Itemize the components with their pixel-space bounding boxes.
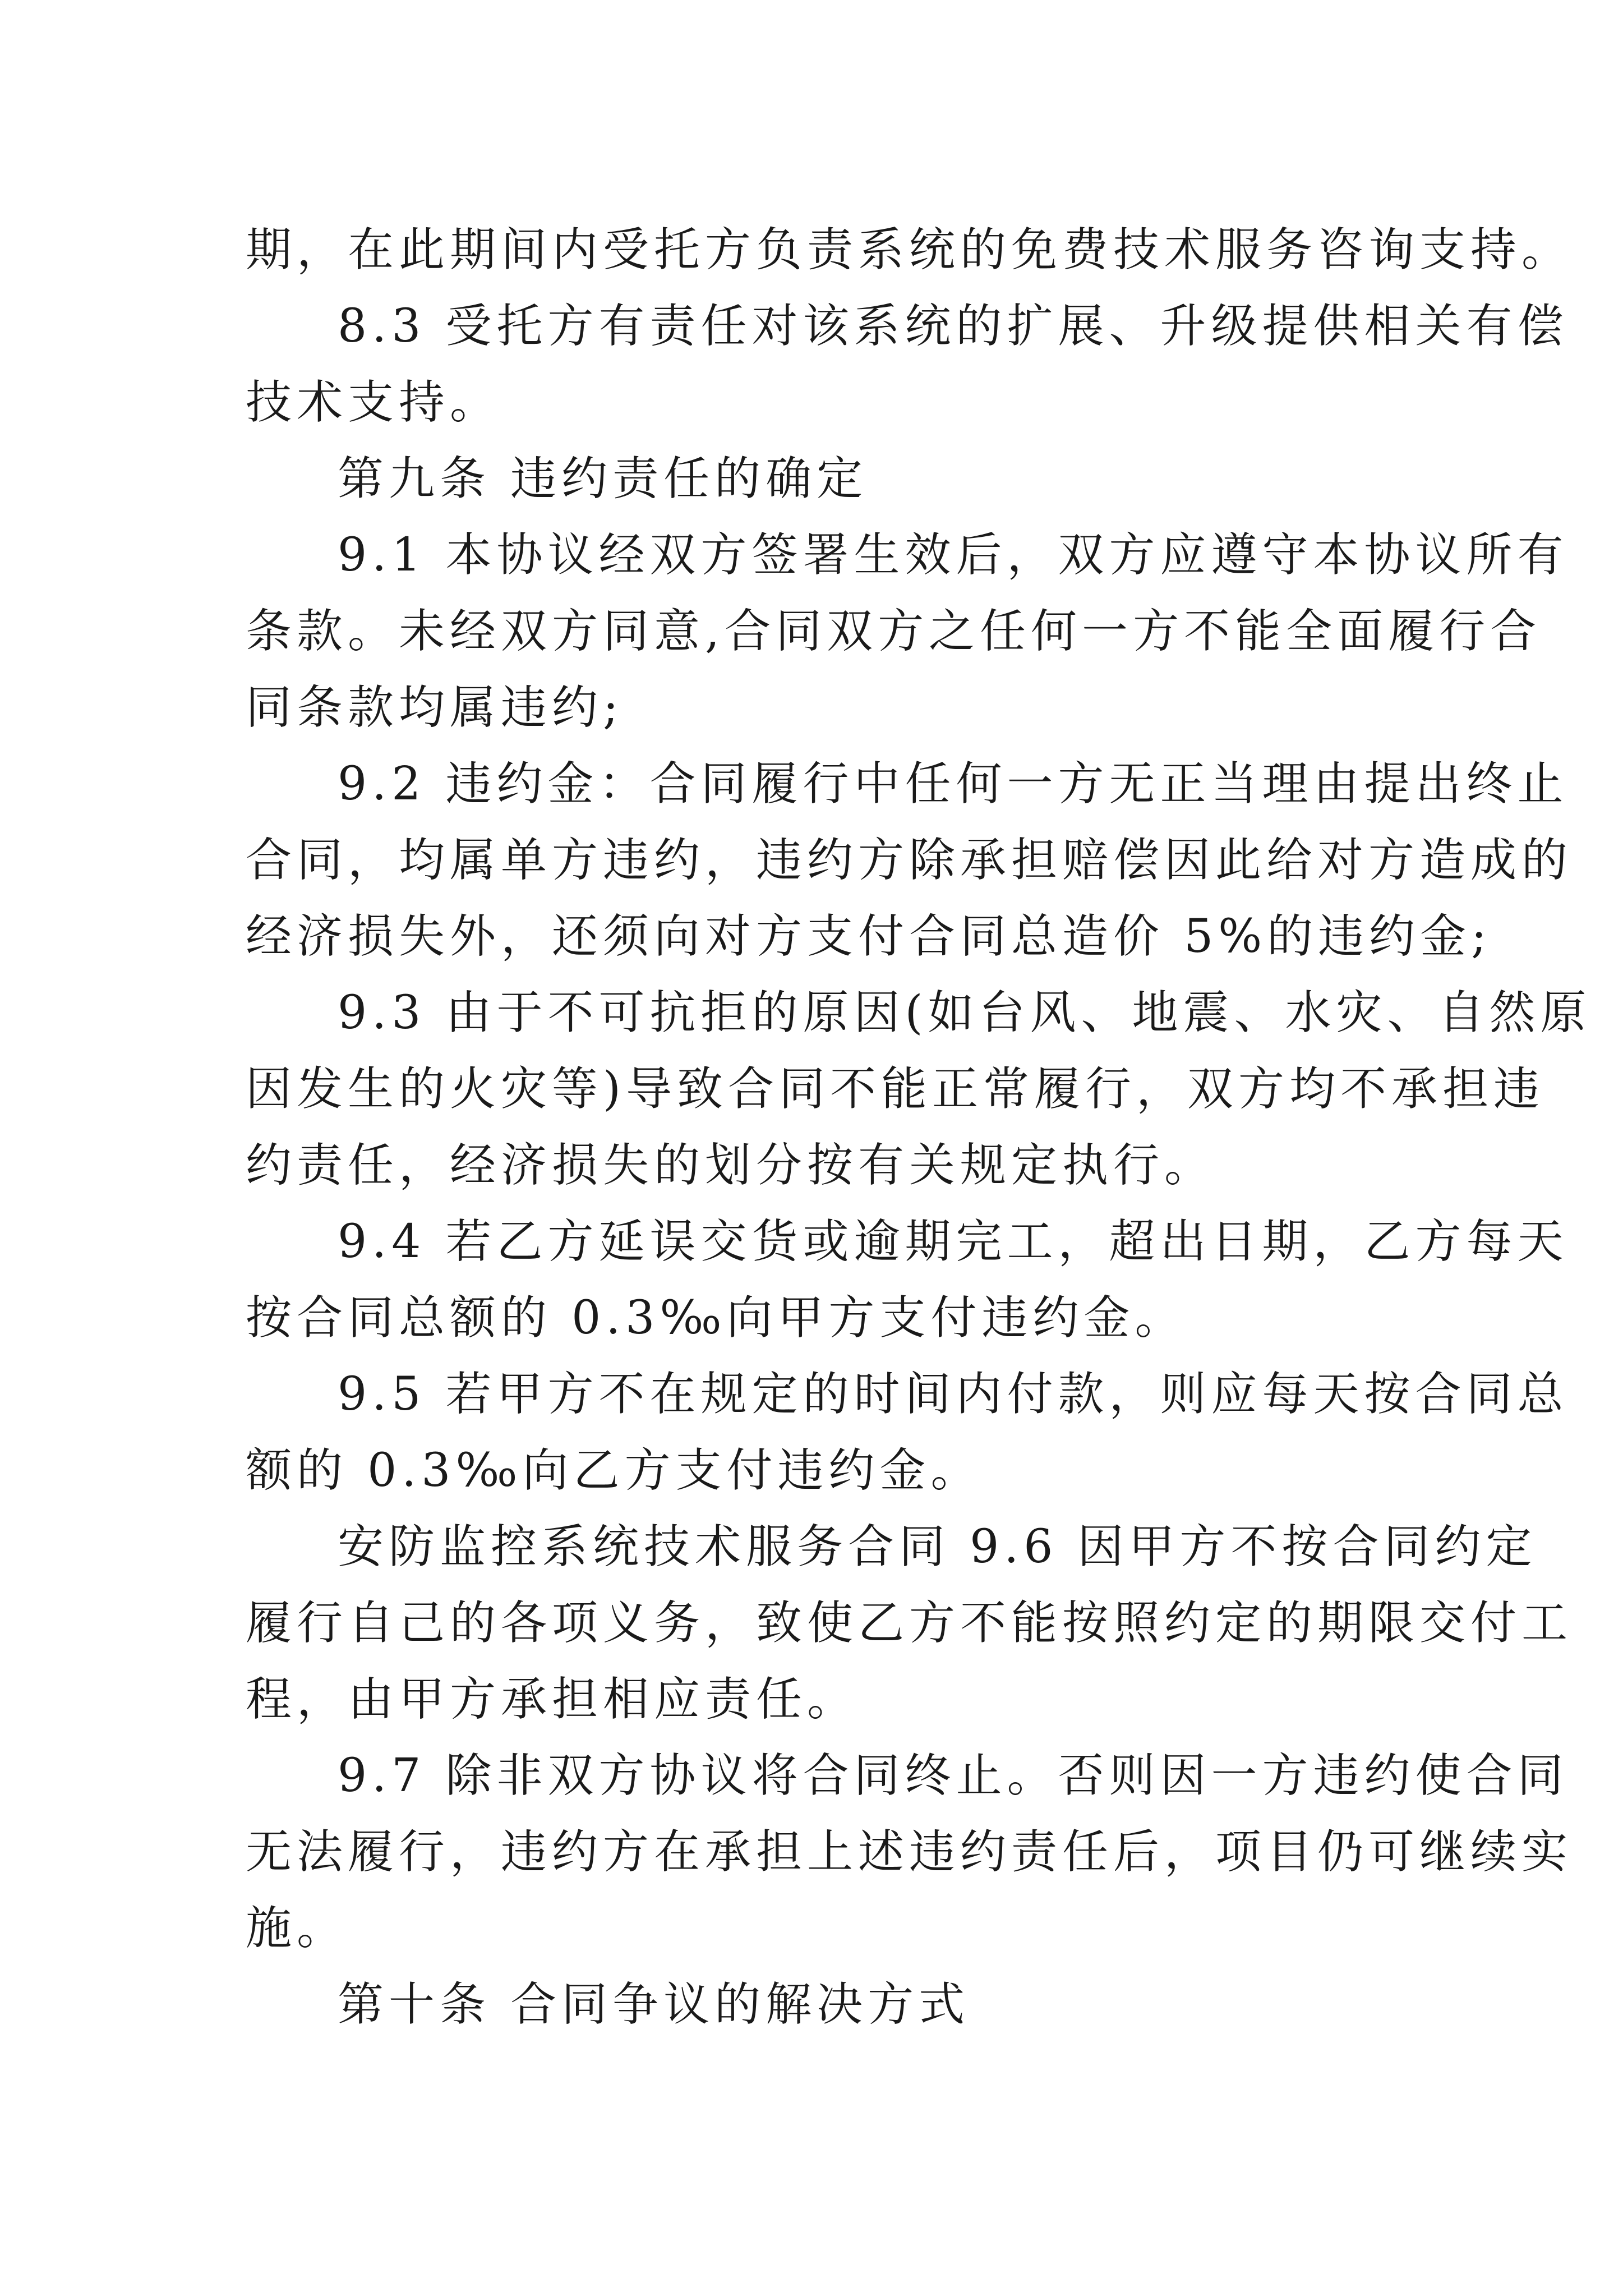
text-line: 9.7 除非双方协议将合同终止。否则因一方违约使合同 [338, 1749, 1569, 1802]
text-line: 8.3 受托方有责任对该系统的扩展、升级提供相关有偿 [338, 300, 1569, 353]
text-line: 履行自己的各项义务，致使乙方不能按照约定的期限交付工 [246, 1596, 1573, 1650]
text-line: 9.2 违约金：合同履行中任何一方无正当理由提出终止 [338, 757, 1569, 811]
text-line: 施。 [246, 1902, 348, 1955]
text-line: 合同，均属单方违约，违约方除承担赔偿因此给对方造成的 [246, 834, 1573, 887]
text-line: 条款。未经双方同意,合同双方之任何一方不能全面履行合 [246, 605, 1542, 658]
text-line: 按合同总额的 0.3‰向甲方支付违约金。 [246, 1291, 1186, 1345]
text-line: 技术支持。 [246, 376, 501, 429]
text-line: 因发生的火灾等)导致合同不能正常履行，双方均不承担违 [246, 1062, 1544, 1116]
section-heading-9: 第九条 违约责任的确定 [338, 452, 868, 505]
text-line: 约责任，经济损失的划分按有关规定执行。 [246, 1139, 1216, 1192]
text-line: 经济损失外，还须向对方支付合同总造价 5%的违约金; [246, 910, 1492, 963]
text-line: 同条款均属违约; [246, 681, 624, 734]
text-line: 9.4 若乙方延误交货或逾期完工，超出日期，乙方每天 [338, 1215, 1569, 1268]
text-line: 9.1 本协议经双方签署生效后，双方应遵守本协议所有 [338, 528, 1569, 582]
text-line: 程，由甲方承担相应责任。 [246, 1673, 859, 1726]
section-heading-10: 第十条 合同争议的解决方式 [338, 1978, 970, 2031]
text-line: 安防监控系统技术服务合同 9.6 因甲方不按合同约定 [338, 1520, 1537, 1573]
text-line: 无法履行，违约方在承担上述违约责任后，项目仍可继续实 [246, 1825, 1573, 1879]
text-line: 9.5 若甲方不在规定的时间内付款，则应每天按合同总 [338, 1368, 1569, 1421]
text-line: 9.3 由于不可抗拒的原因(如台风、地震、水灾、自然原 [338, 986, 1592, 1039]
text-line: 额的 0.3‰向乙方支付违约金。 [246, 1444, 982, 1497]
contract-text-body [246, 212, 1592, 2043]
text-line: 期，在此期间内受托方负责系统的免费技术服务咨询支持。 [246, 223, 1573, 277]
